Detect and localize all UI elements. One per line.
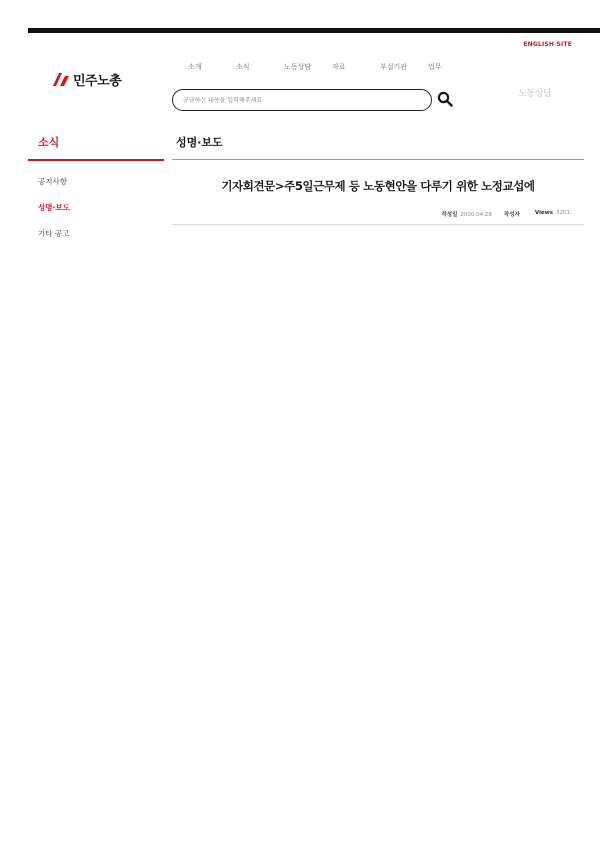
search-icon[interactable] [437,91,453,107]
sidebar-divider [28,159,164,161]
search-input[interactable] [183,97,421,104]
sidebar-item-statements[interactable]: 성명·보도 [38,203,70,212]
writer-label: 작성자 [503,212,520,218]
main-nav [188,62,476,72]
article-date [441,210,491,218]
article-meta [441,210,570,218]
article-source [184,236,574,248]
article-paragraph-3 [184,567,574,579]
english-site-link[interactable]: ENGLISH SITE [523,41,572,48]
sidebar-title: 소식 [38,136,60,149]
article-title: 기자회견문>주5일근무제 등 노동현안을 다루기 위한 노정교섭에 [221,179,535,193]
article-body [184,236,574,248]
views-value: 3201 [556,210,570,216]
page-title-divider [172,159,584,160]
logo-text: 민주노총 [73,74,122,89]
gnb-item-resources[interactable]: 자료 [332,63,346,71]
date-label: 작성일 [441,212,458,218]
date-value: 2000.04.28 [460,212,492,218]
page-title: 성명·보도 [176,136,223,149]
gnb-item-labor-consult[interactable]: 노동상담 [284,63,312,71]
article-paragraph-4 [184,643,574,655]
article-views [535,210,570,218]
search-box [172,89,432,111]
article-writer [504,210,523,218]
gnb-item-work[interactable]: 업무 [428,63,442,71]
gnb-item-affiliates[interactable]: 부설기관 [380,63,408,71]
labor-consult-link[interactable] [518,86,552,99]
article-paragraph-5 [184,720,574,732]
labor-consult-title: 노동상담 [518,89,552,99]
meta-divider [172,224,584,225]
gnb-item-news[interactable]: 소식 [236,63,250,71]
sidebar-nav [38,176,70,254]
kctu-logo-icon [52,72,70,87]
sidebar-item-other-notices[interactable]: 기타 공고 [38,229,70,238]
top-bar [28,28,600,33]
views-label: Views [534,210,553,216]
article-paragraph-2 [184,475,574,487]
logo[interactable] [52,70,121,89]
gnb-item-intro[interactable]: 소개 [188,63,202,71]
sidebar-item-notice[interactable]: 공지사항 [38,177,67,186]
article-paragraph-1 [184,377,574,389]
